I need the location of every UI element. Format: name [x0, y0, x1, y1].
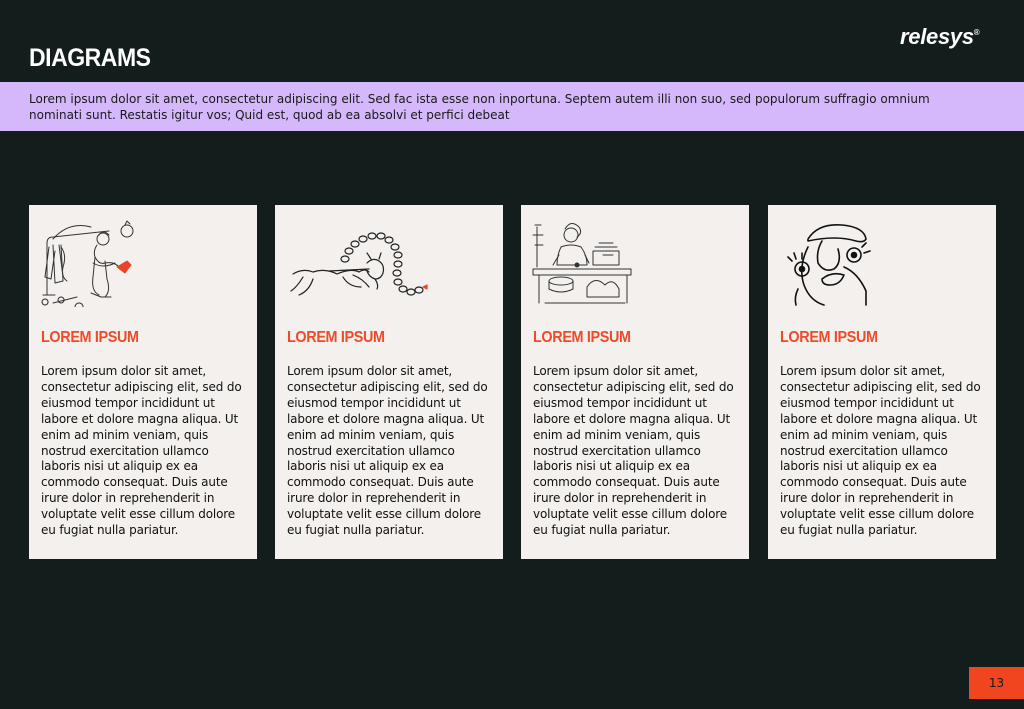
- clothing-rack-person-icon: [39, 217, 144, 307]
- card-title: LOREM IPSUM: [41, 329, 139, 346]
- shopkeeper-counter-icon: [531, 217, 636, 307]
- page-number-badge: [969, 667, 1024, 699]
- dog-and-sausages-icon: [283, 219, 433, 309]
- card-body: Lorem ipsum dolor sit amet, consectetur adipiscing elit, sed do eiusmod tempor incididunt ut labore et dolore magna aliqua. Ut enim ad minim veniam, quis nostrud exercitation ullamco laboris nisi ut aliquip ex ea commodo consequat. Duis aute irure dolor in reprehenderit in voluptate velit esse cillum dolore eu fugiat nulla pariatur.: [533, 364, 734, 538]
- diagram-card-3: [521, 205, 749, 559]
- intro-text: Lorem ipsum dolor sit amet, consectetur adipiscing elit. Sed fac ista esse non inportuna. Septem autem illi non suo, sed populorum suffragio omnium nominati sunt. Restatis igitur vos; Quid est, quod ab ea absolvi et perfici debeat: [29, 92, 930, 122]
- abstract-face-icon: [778, 217, 883, 307]
- card-title: LOREM IPSUM: [287, 329, 385, 346]
- diagram-card-4: [768, 205, 996, 559]
- card-title: LOREM IPSUM: [533, 329, 631, 346]
- page-title: DIAGRAMS: [29, 44, 151, 72]
- registered-mark: ®: [973, 28, 980, 37]
- diagram-card-2: [275, 205, 503, 559]
- diagram-card-1: [29, 205, 257, 559]
- logo-text: relesys: [900, 24, 974, 49]
- card-body: Lorem ipsum dolor sit amet, consectetur adipiscing elit, sed do eiusmod tempor incididunt ut labore et dolore magna aliqua. Ut enim ad minim veniam, quis nostrud exercitation ullamco laboris nisi ut aliquip ex ea commodo consequat. Duis aute irure dolor in reprehenderit in voluptate velit esse cillum dolore eu fugiat nulla pariatur.: [41, 364, 242, 538]
- card-body: Lorem ipsum dolor sit amet, consectetur adipiscing elit, sed do eiusmod tempor incididunt ut labore et dolore magna aliqua. Ut enim ad minim veniam, quis nostrud exercitation ullamco laboris nisi ut aliquip ex ea commodo consequat. Duis aute irure dolor in reprehenderit in voluptate velit esse cillum dolore eu fugiat nulla pariatur.: [287, 364, 488, 538]
- relesys-logo: [900, 24, 979, 50]
- page-number: 13: [988, 676, 1005, 690]
- intro-banner: [0, 82, 1024, 131]
- card-title: LOREM IPSUM: [780, 329, 878, 346]
- card-body: Lorem ipsum dolor sit amet, consectetur adipiscing elit, sed do eiusmod tempor incididunt ut labore et dolore magna aliqua. Ut enim ad minim veniam, quis nostrud exercitation ullamco laboris nisi ut aliquip ex ea commodo consequat. Duis aute irure dolor in reprehenderit in voluptate velit esse cillum dolore eu fugiat nulla pariatur.: [780, 364, 981, 538]
